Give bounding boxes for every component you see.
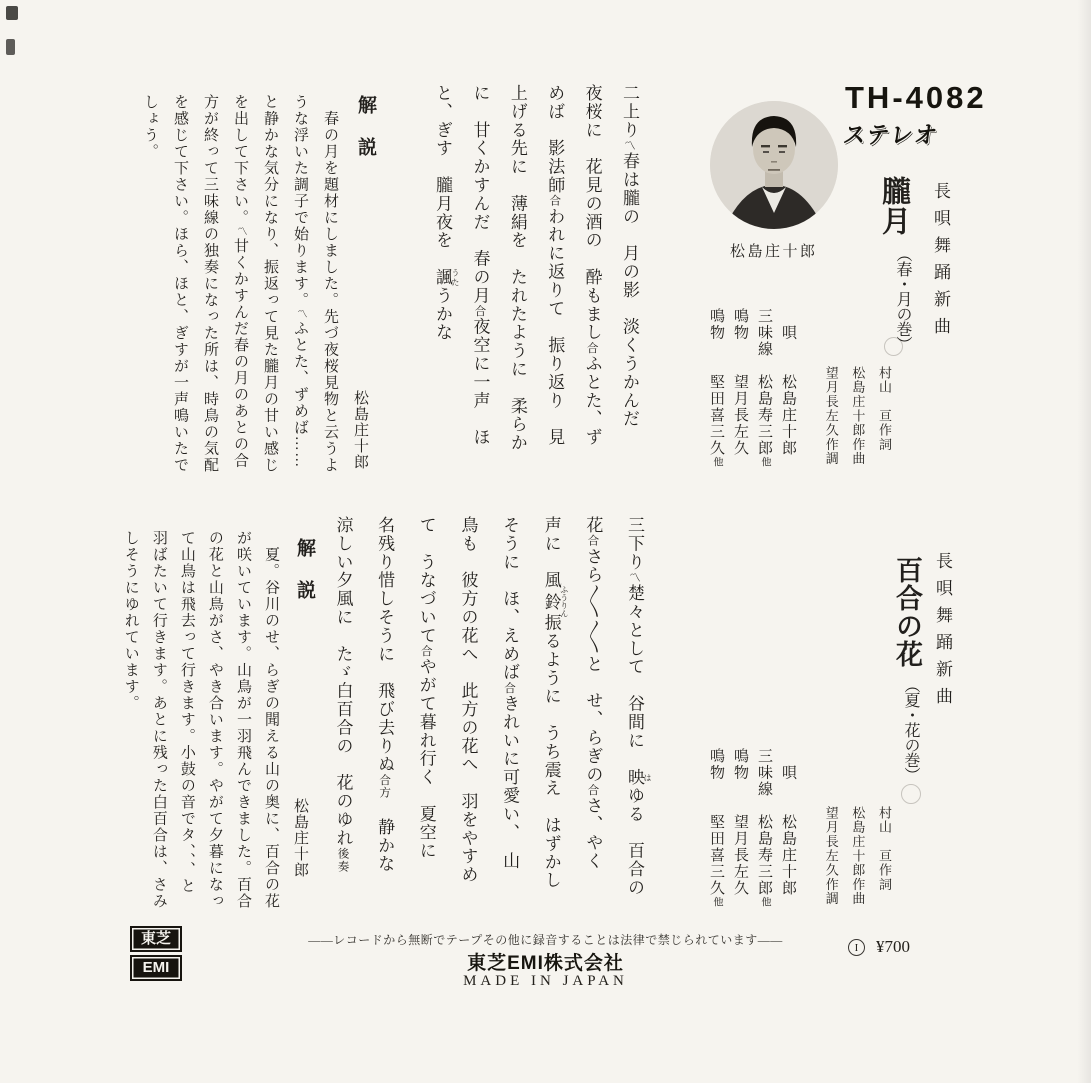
artist-portrait-drawing xyxy=(710,101,838,229)
side1-performers: 唄 松島庄十郎 三味線 松島寿三郎他 鳴物 望月長左久 鳴物 堅田喜三久他 xyxy=(708,308,796,469)
side2-commentary-body: 夏。谷川のせ、らぎの聞える山の奥に、百合の花 が咲いています。山鳥が一羽飛んできました。百合 の花と山鳥がさ、やき合います。やがて夕暮になっ て山鳥は飛去って行きます。小鼓の音でタ、、、と 羽ばたいて行きます。あとに残った白百合は、さみ しそうにゆれています。 xyxy=(122,530,279,910)
photo-caption: 松島庄十郎 xyxy=(730,244,818,260)
side1-commentary-heading: 解 説 xyxy=(355,95,376,158)
copy-warning-text: ――レコードから無断でテープその他に録音することは法律で禁じられています―― xyxy=(308,933,783,947)
side2-performers: 唄 松島庄十郎 三味線 松島寿三郎他 鳴物 望月長左久 鳴物 堅田喜三久他 xyxy=(708,748,796,909)
side2-commentary-signature: 松島庄十郎 xyxy=(292,798,308,878)
price-value: ¥700 xyxy=(876,937,910,956)
price-code-icon: I xyxy=(848,939,865,956)
side2-subtitle: （夏・花の巻） xyxy=(902,677,919,782)
side1-commentary-body: 春の月を題材にしました。先づ夜桜見物と云うよ うな浮いた調子で始ります。〽ふとた、ずめば…… と静かな気分になり、振返って見た朧月の甘い感じ を出して下さい。〽甘くかすんだ春の月のあとの合 方が終って三味線の独奏になった所は、時鳥の気配 を感じて下さい。ほら、ほと、ぎすが一声鳴いたで しょう。 xyxy=(142,94,338,474)
edge-print-artifact xyxy=(6,39,15,55)
artist-photo xyxy=(710,101,838,229)
toshiba-logo-text: 東芝 xyxy=(130,926,182,952)
side1-commentary-signature: 松島庄十郎 xyxy=(352,390,368,470)
emi-logo-text: EMI xyxy=(130,955,182,981)
side1-credits: 村山 亘作詞 松島庄十郎作曲 望月長左久作調 xyxy=(823,366,892,467)
print-artifact-circle xyxy=(901,784,921,804)
side1-subtitle: （春・月の巻） xyxy=(894,246,911,351)
side1-genre: 長唄舞踊新曲 xyxy=(931,182,950,344)
price-block xyxy=(848,937,910,957)
stereo-logo: ステレオ xyxy=(841,122,941,150)
side1-title: 朧月 xyxy=(878,176,910,236)
side1-lyrics: 二上り〽春は朧の 月の影 淡くうかんだ 夜桜に 花見の酒の 酔もまし合ふとた、ず めば 影法師合われに返りて 振り返り 見 上げる先に 薄絹を たれたように 柔らか に 甘くかすんだ 春の月合夜空に一声 ほ と、ぎす 朧月夜を 諷 うたうかな xyxy=(433,84,639,452)
made-in-japan-text: MADE IN JAPAN xyxy=(463,973,628,989)
side2-lyrics: 三下り〽楚々として 谷間に 映 はゆる 百合の 花合さら〳〵〳〵と せ、らぎの合さ、やく 声に 風鈴 ふうりん振るように うち震え はずかし そうに ほ、えめば合きれいに可愛い、 山 鳥も 彼方の花へ 此方の花へ 羽をやすめ て うなづいて合やがて暮れ行く 夏空に 名残り惜しそうに 飛び去りぬ合方 静かな 涼しい夕風に たゞ白百合の 花のゆれ後奏 xyxy=(333,516,652,897)
company-name: 東芝EMI株式会社 xyxy=(467,953,624,974)
catalog-number: TH-4082 xyxy=(845,80,987,115)
side2-commentary-heading: 解 説 xyxy=(294,538,315,601)
side2-title: 百合の花 xyxy=(892,556,922,668)
side2-credits: 村山 亘作詞 松島庄十郎作曲 望月長左久作調 xyxy=(823,806,892,907)
side2-genre: 長唄舞踊新曲 xyxy=(933,552,952,714)
edge-print-artifact xyxy=(6,6,18,20)
